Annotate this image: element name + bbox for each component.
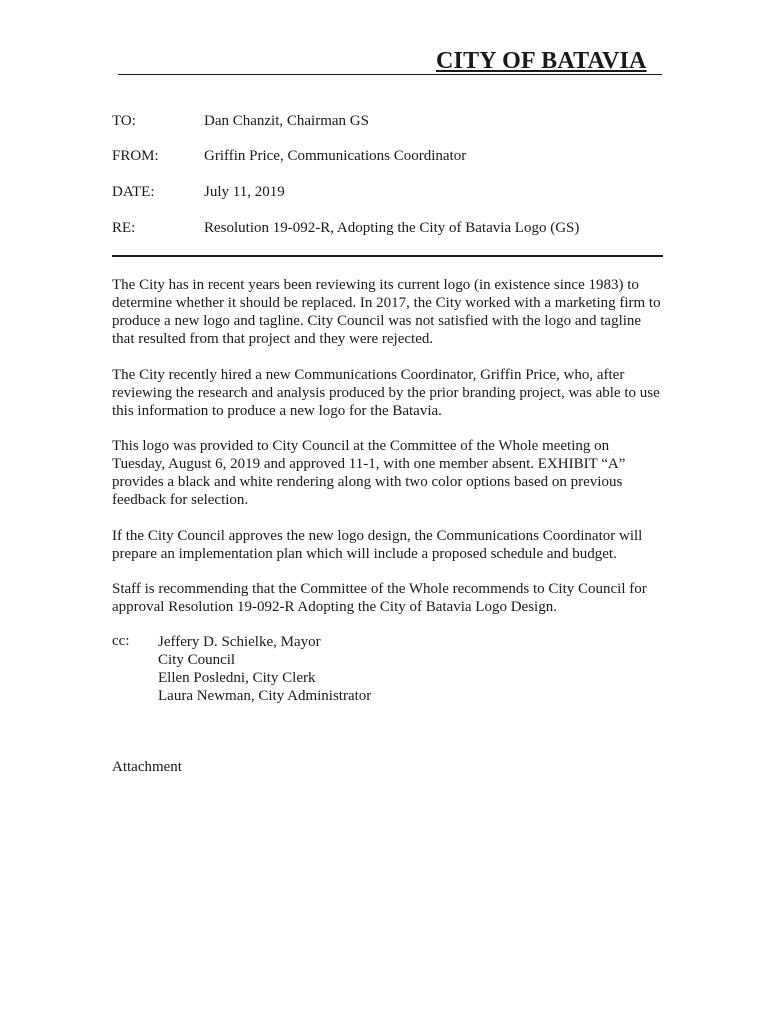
body-paragraph-3: This logo was provided to City Council at the Committee of the Whole meeting on Tuesday, August 6, 2019 and approved 11-1, with one member absent. EXHIBIT “A” provides a black and white rendering along with two color options based on previous feedback for selection. [112, 438, 626, 508]
body-paragraph-5: Staff is recommending that the Committee of the Whole recommends to City Council for approval Resolution 19-092-R Adopting the City of Batavia Logo Design. [112, 581, 647, 615]
date-label: DATE: [112, 184, 155, 200]
re-value: Resolution 19-092-R, Adopting the City of Batavia Logo (GS) [204, 220, 580, 236]
to-value: Dan Chanzit, Chairman GS [204, 113, 369, 129]
cc-label: cc: [112, 633, 130, 649]
date-value: July 11, 2019 [204, 184, 285, 200]
body-paragraph-4: If the City Council approves the new logo design, the Communications Coordinator will prepare an implementation plan which will include a proposed schedule and budget. [112, 528, 643, 562]
cc-recipient: Jeffery D. Schielke, Mayor [158, 634, 321, 650]
body-paragraph-1: The City has in recent years been reviewing its current logo (in existence since 1983) to determine whether it should be replaced. In 2017, the City worked with a marketing firm to produce a new logo and tagline. City Council was not satisfied with the logo and tagline that resulted from that project and they were rejected. [112, 277, 661, 347]
body-paragraph-2: The City recently hired a new Communications Coordinator, Griffin Price, who, after reviewing the research and analysis produced by the prior branding project, was able to use this information to produce a new logo for the Batavia. [112, 367, 660, 419]
page-title: CITY OF BATAVIA [436, 48, 647, 74]
cc-recipient: City Council [158, 652, 236, 668]
cc-recipient: Laura Newman, City Administrator [158, 688, 372, 704]
title-underline [118, 74, 662, 75]
header-divider [112, 255, 663, 257]
cc-recipient: Ellen Posledni, City Clerk [158, 670, 316, 686]
cc-recipient-list [158, 633, 371, 705]
attachment-note: Attachment [112, 759, 182, 775]
from-label: FROM: [112, 148, 159, 164]
to-label: TO: [112, 113, 136, 129]
re-label: RE: [112, 220, 136, 236]
from-value: Griffin Price, Communications Coordinator [204, 148, 467, 164]
